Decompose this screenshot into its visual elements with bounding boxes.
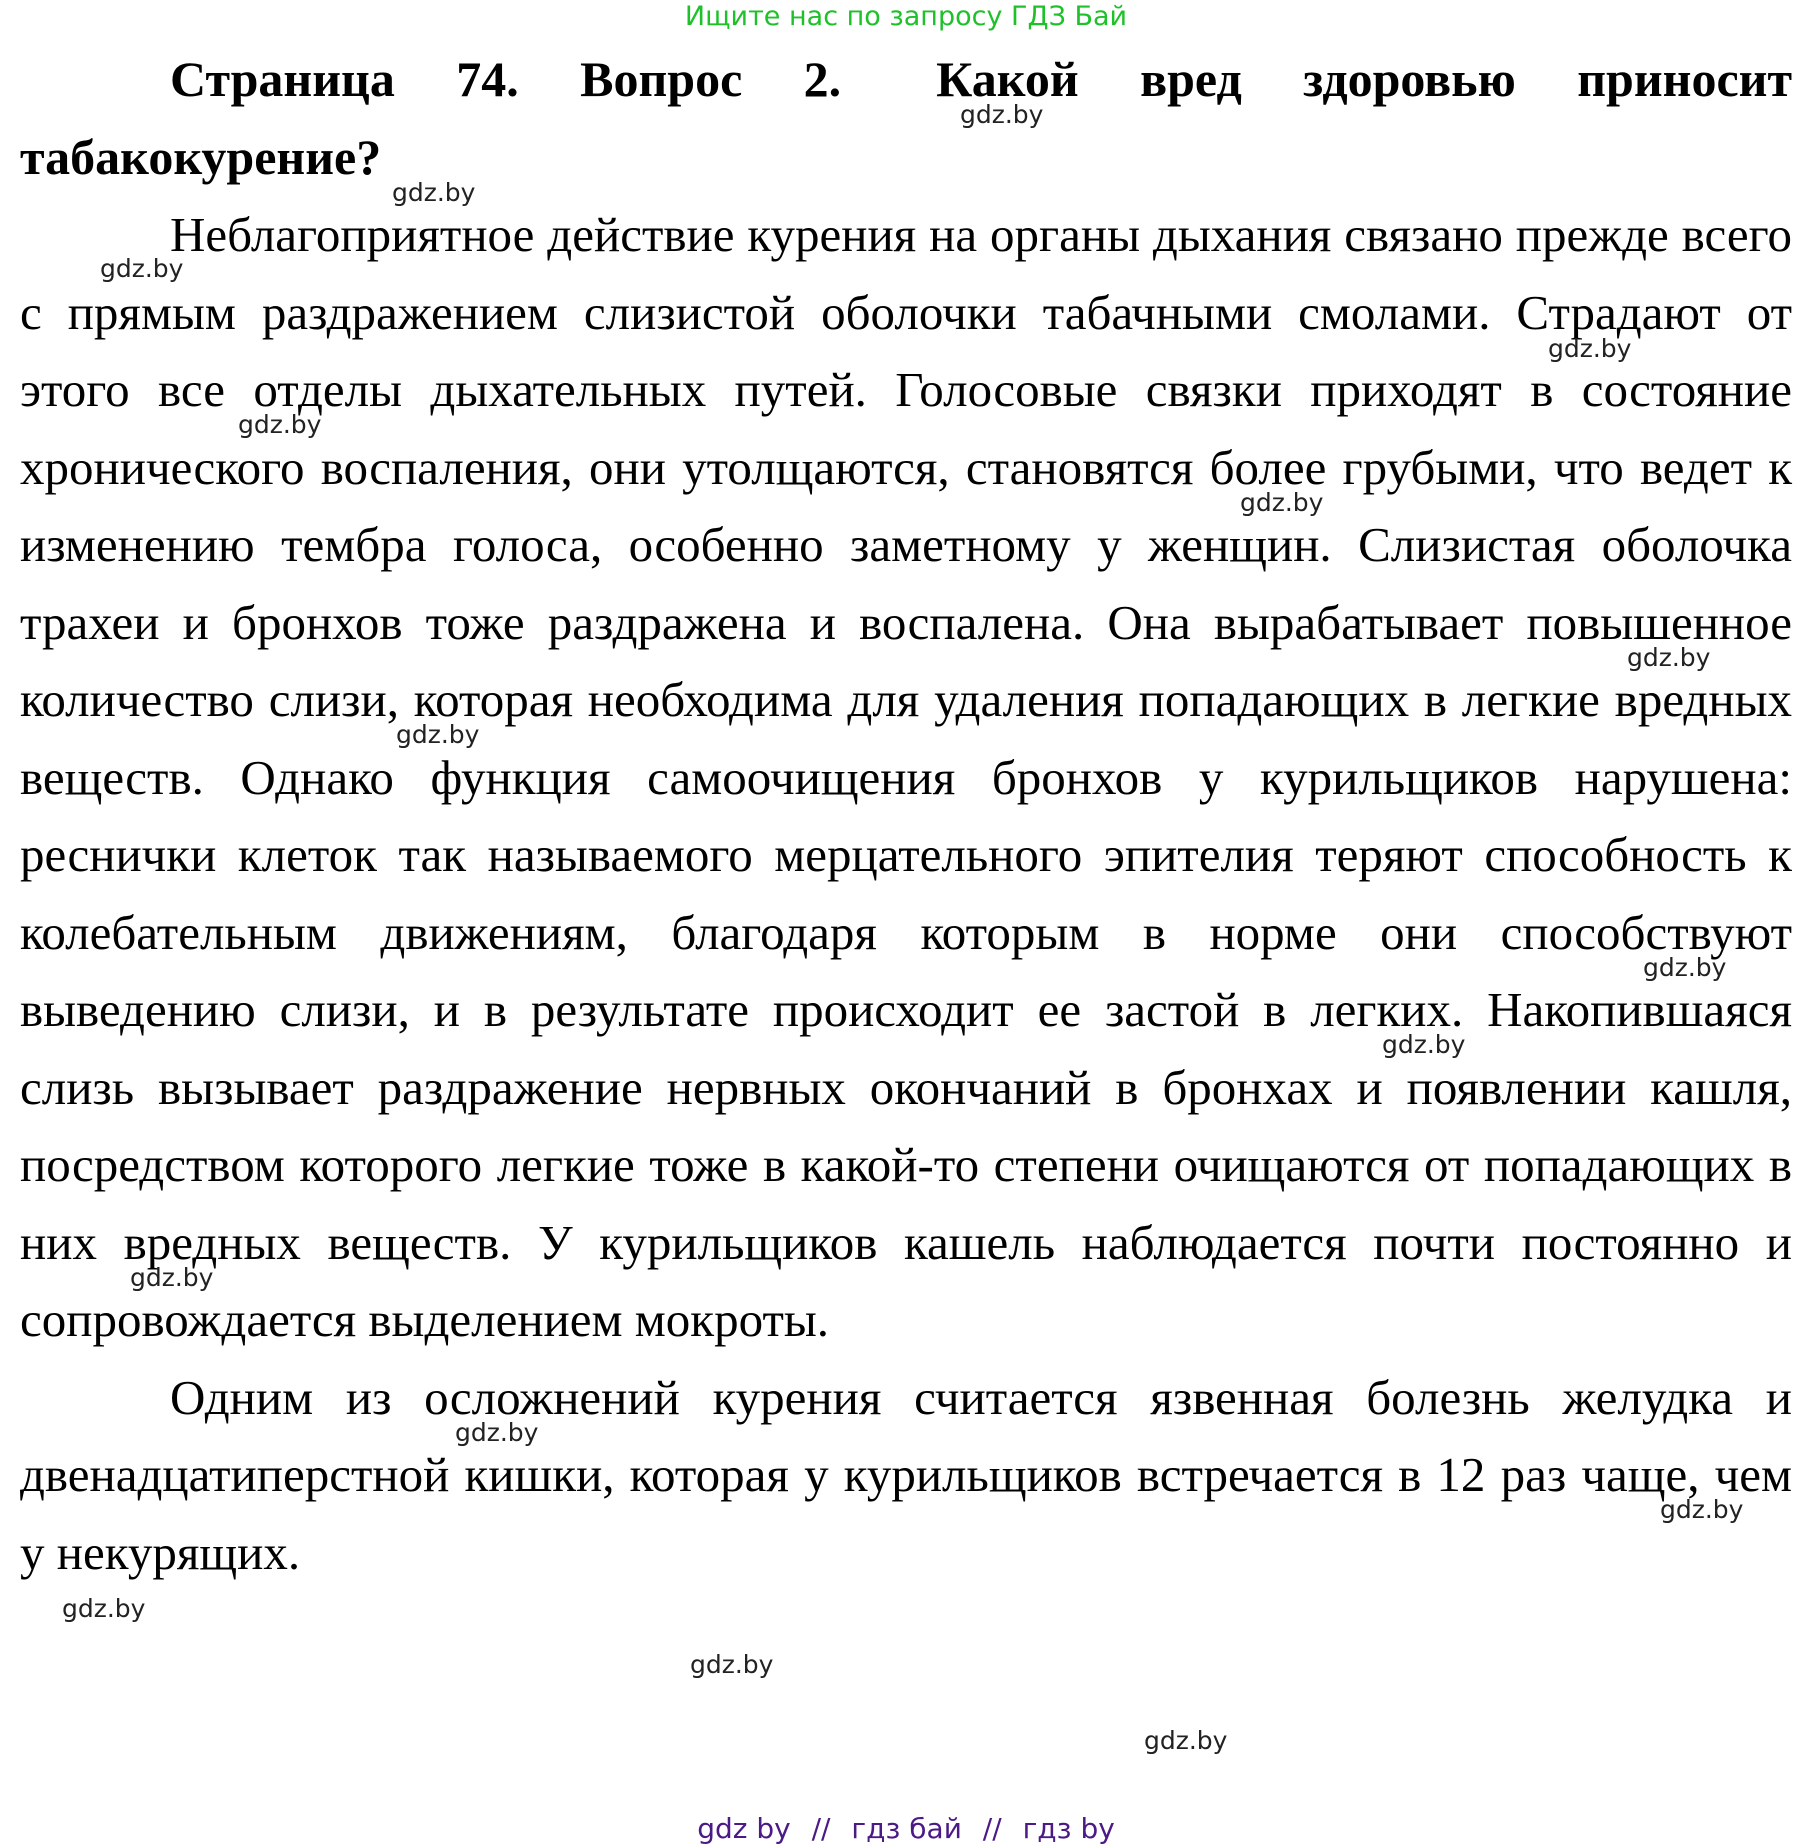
watermark: gdz.by <box>1548 334 1632 363</box>
footer-link-gdz-by-cyr[interactable]: гдз by <box>1022 1812 1115 1845</box>
footer-link-gdz-bai[interactable]: гдз бай <box>851 1812 962 1845</box>
watermark: gdz.by <box>1643 953 1727 982</box>
watermark: gdz.by <box>960 100 1044 129</box>
watermark: gdz.by <box>396 720 480 749</box>
watermark: gdz.by <box>62 1594 146 1623</box>
document-page <box>20 40 1792 1591</box>
watermark: gdz.by <box>130 1263 214 1292</box>
watermark: gdz.by <box>238 410 322 439</box>
question-number: Страница 74. Вопрос 2. <box>170 51 842 107</box>
answer-paragraph-1: Неблагоприятное действие курения на органы дыхания связано прежде всего с прямым раздражением слизистой оболочки табачными смолами. Страдают от этого все отделы дыхательных путей. Голосовые связки приходят в состояние хронического воспаления, они утолщаются, становятся более грубыми, что ведет к изменению тембра голоса, особенно заметному у женщин. Слизистая оболочка трахеи и бронхов тоже раздражена и воспалена. Она вырабатывает повышенное количество слизи, которая необходима для удаления попадающих в легкие вредных веществ. Однако функция самоочищения бронхов у курильщиков нарушена: реснички клеток так называемого мерцательного эпителия теряют способность к колебательным движениям, благодаря которым в норме они способствуют выведению слизи, и в результате происходит ее застой в легких. Накопившаяся слизь вызывает раздражение нервных окончаний в бронхах и появлении кашля, посредством которого легкие тоже в какой-то степени очищаются от попадающих в них вредных веществ. У курильщиков кашель наблюдается почти постоянно и сопровождается выделением мокроты. <box>20 207 1792 1347</box>
watermark: gdz.by <box>100 254 184 283</box>
watermark: gdz.by <box>1382 1030 1466 1059</box>
watermark: gdz.by <box>690 1650 774 1679</box>
footer-separator: // <box>811 1812 831 1845</box>
watermark: gdz.by <box>1144 1726 1228 1755</box>
watermark: gdz.by <box>1627 643 1711 672</box>
watermark: gdz.by <box>1660 1495 1744 1524</box>
question-title <box>20 40 1792 196</box>
footer-link-gdz-by[interactable]: gdz by <box>697 1812 791 1845</box>
watermark: gdz.by <box>455 1418 539 1447</box>
watermark: gdz.by <box>392 178 476 207</box>
question-text: Какой вред здоровью приносит табакокурение? <box>20 51 1792 185</box>
footer-separator: // <box>982 1812 1002 1845</box>
search-banner: Ищите нас по запросу ГДЗ Бай <box>684 1 1128 32</box>
watermark: gdz.by <box>1240 488 1324 517</box>
footer-links <box>0 1812 1812 1845</box>
answer-paragraph-2: Одним из осложнений курения считается язвенная болезнь желудка и двенадцатиперстной кишки, которая у курильщиков встречается в 12 раз чаще, чем у некурящих. <box>20 1369 1792 1580</box>
